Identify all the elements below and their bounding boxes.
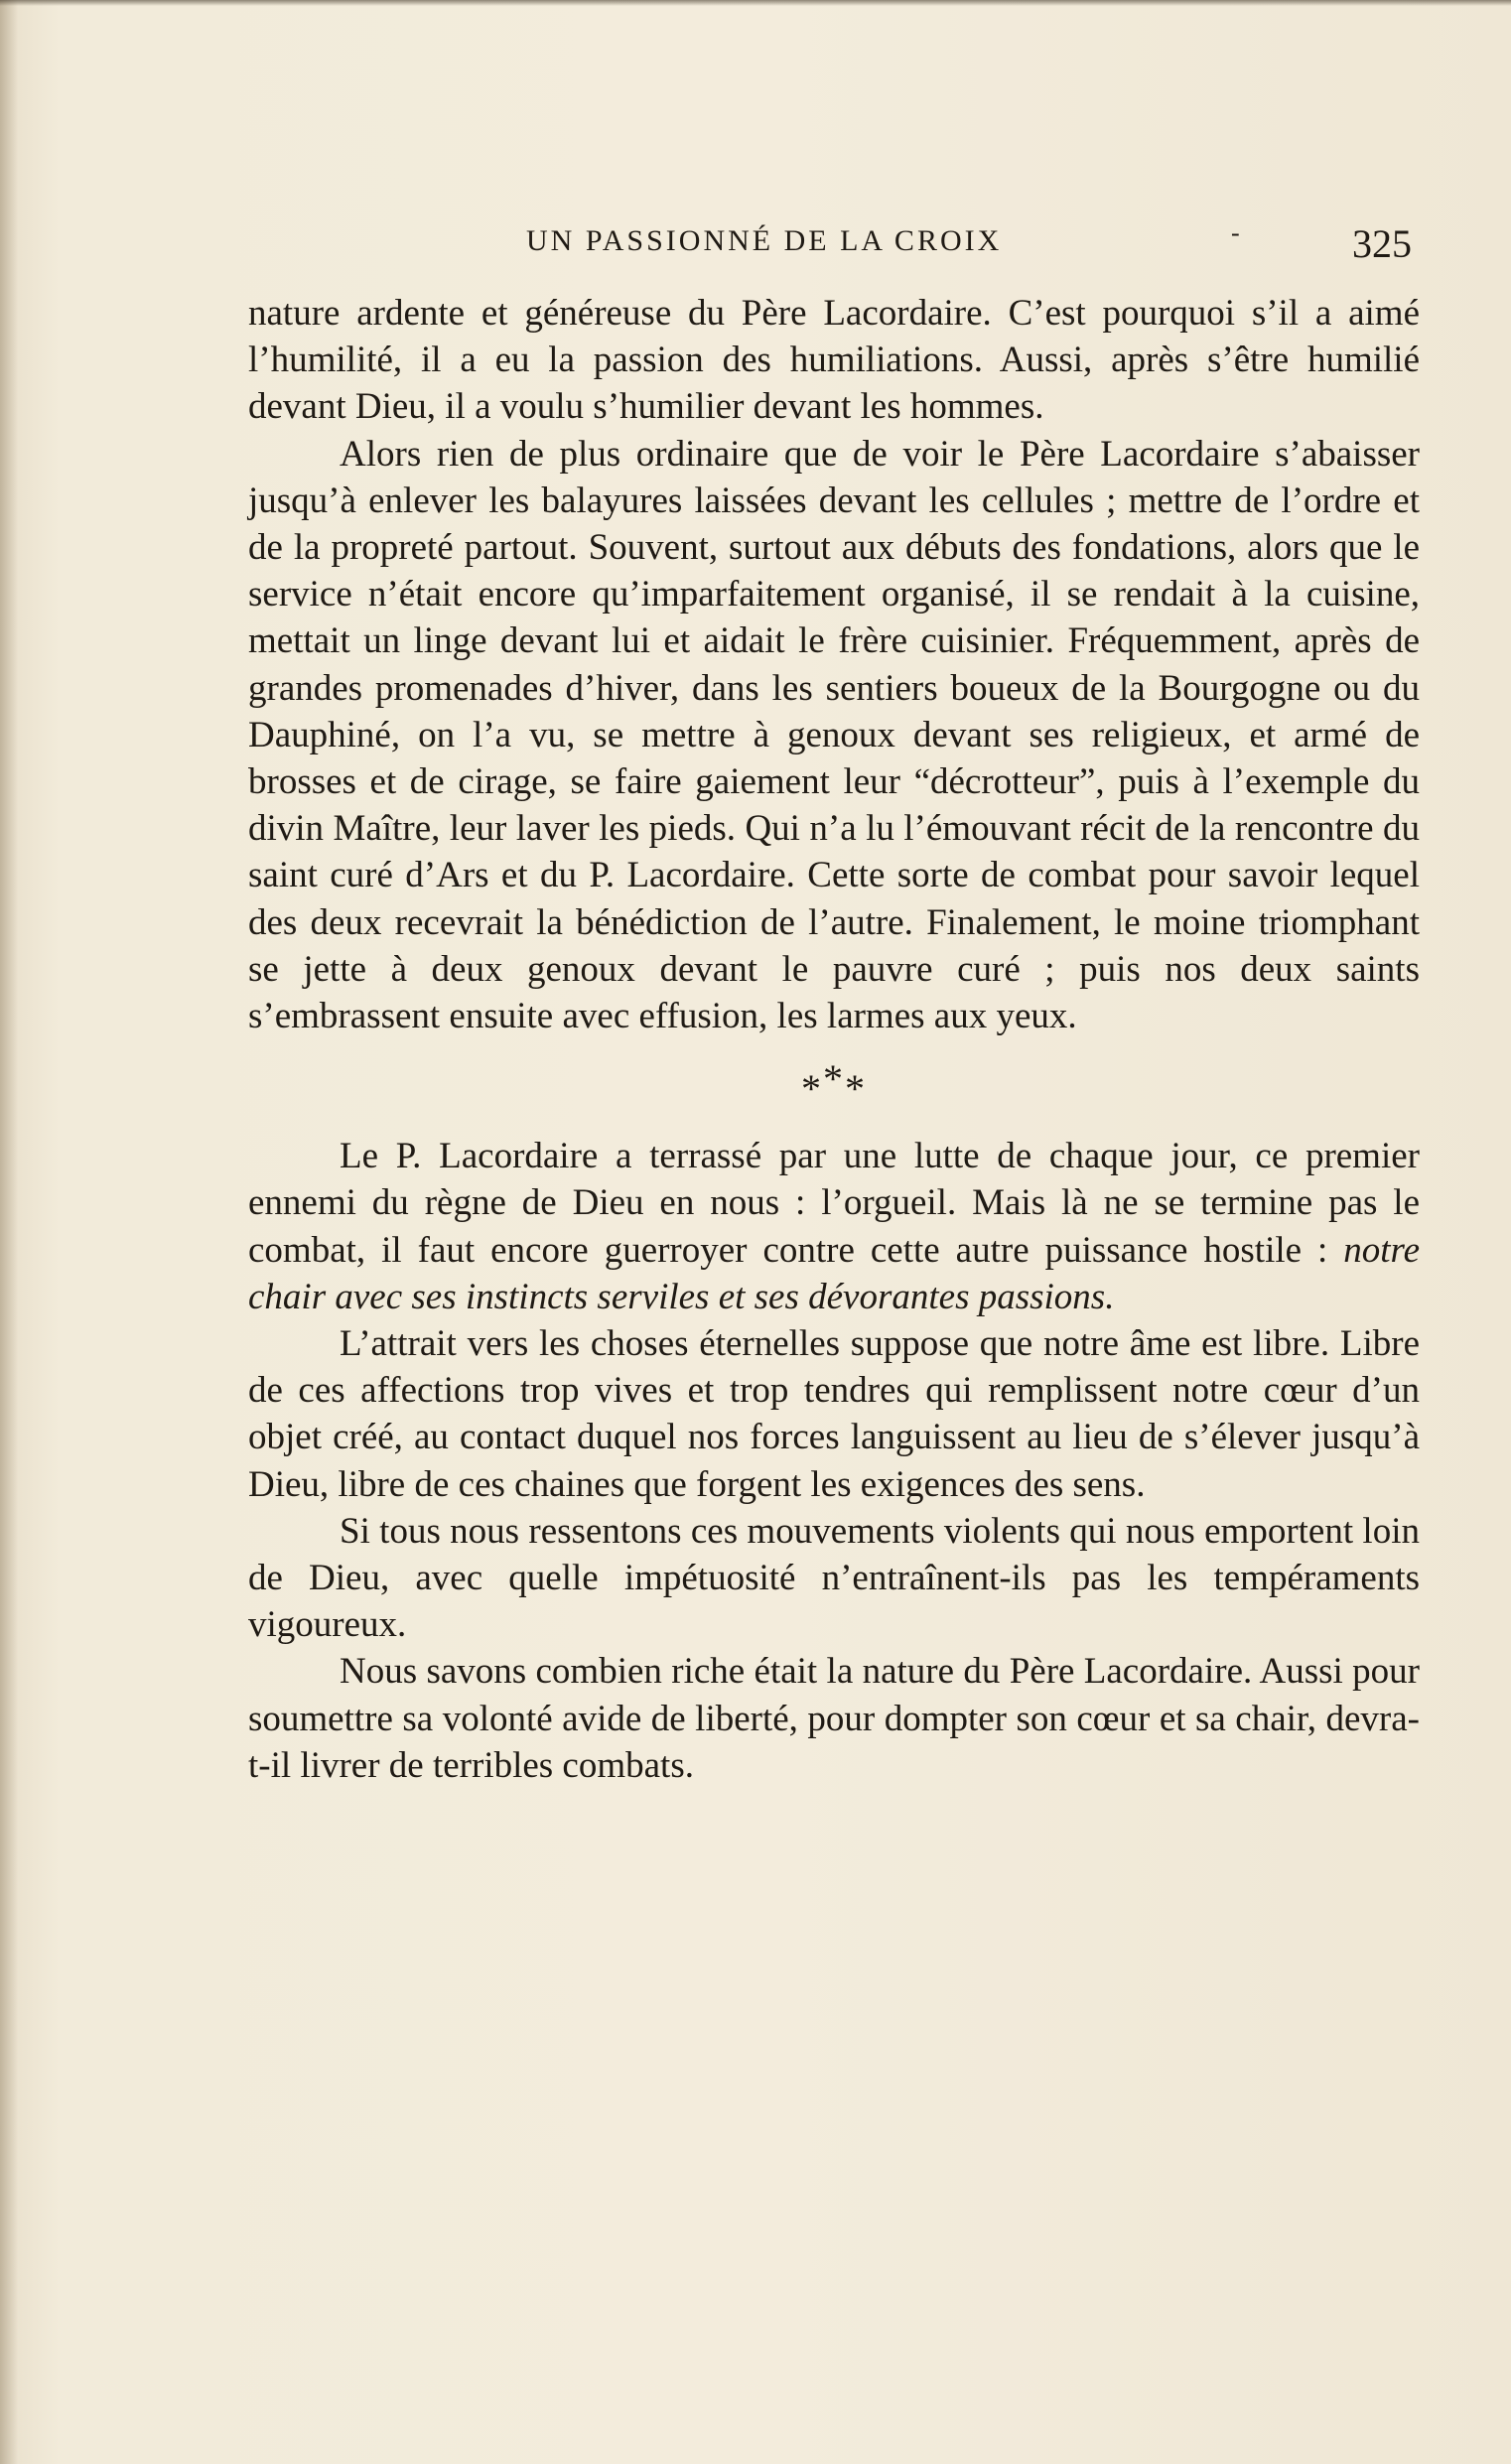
asterisk: *	[823, 1056, 845, 1102]
running-title: UN PASSIONNÉ DE LA CROIX	[526, 224, 1003, 257]
paragraph: L’attrait vers les choses éternelles suppose que notre âme est libre. Libre de ces affections trop vives et trop tendres qui remplissent notre cœur d’un objet créé, au contact duquel nos forces languissent au lieu de s’élever jusqu’à Dieu, libre de ces chaines que forgent les exigences des sens.	[248, 1323, 1420, 1505]
page-top-edge	[0, 0, 1511, 6]
paragraph-text: Le P. Lacordaire a terrassé par une lutte de chaque jour, ce premier ennemi du règne de Dieu en nous : l’orgueil. Mais là ne se termine pas le combat, il faut encore guerroyer contre cette autre puissance hostile :	[248, 1136, 1420, 1271]
section-break-asterism	[248, 1056, 1420, 1115]
italic-emphasis: notre chair avec ses instincts serviles et ses dévorantes passions.	[248, 1229, 1420, 1317]
body-text	[248, 290, 1420, 1789]
running-mark: -	[1231, 218, 1240, 247]
paragraph	[248, 1133, 1420, 1320]
paragraph: Nous savons combien riche était la nature du Père Lacordaire. Aussi pour soumettre sa volonté avide de liberté, pour dompter son cœur et sa chair, devra-t-il livrer de terribles combats.	[248, 1651, 1420, 1786]
paragraph: Si tous nous ressentons ces mouvements violents qui nous emportent loin de Dieu, avec quelle impétuosité n’entraînent-ils pas les tempéraments vigoureux.	[248, 1510, 1420, 1646]
asterisk: *	[845, 1066, 867, 1112]
page-number: 325	[1352, 221, 1412, 266]
paragraph: Alors rien de plus ordinaire que de voir le Père Lacordaire s’abaisser jusqu’à enlever les balayures laissées devant les cellules ; mettre de l’ordre et de la propreté partout. Souvent, surtout aux débuts des fondations, alors que le service n’était encore qu’imparfaitement organisé, il se rendait à la cuisine, mettait un linge devant lui et aidait le frère cuisinier. Fréquemment, après de grandes promenades d’hiver, dans les sentiers boueux de la Bourgogne ou du Dauphiné, on l’a vu, se mettre à genoux devant ses religieux, et armé de brosses et de cirage, se faire gaiement leur “décrotteur”, puis à l’exemple du divin Maître, leur laver les pieds. Qui n’a lu l’émouvant récit de la rencontre du saint curé d’Ars et du P. Lacordaire. Cette sorte de combat pour savoir lequel des deux recevrait la bénédiction de l’autre. Finalement, le moine triomphant se jette à deux genoux devant le pauvre curé ; puis nos deux saints s’embrassent ensuite avec effusion, les larmes aux yeux.	[248, 433, 1420, 1037]
running-header	[248, 220, 1420, 264]
paragraph: nature ardente et généreuse du Père Lacordaire. C’est pourquoi s’il a aimé l’humilité, il a eu la passion des humiliations. Aussi, après s’être humilié devant Dieu, il a voulu s’humilier devant les hommes.	[248, 293, 1420, 428]
asterisk: *	[801, 1066, 823, 1112]
spine-shadow	[0, 0, 18, 2464]
